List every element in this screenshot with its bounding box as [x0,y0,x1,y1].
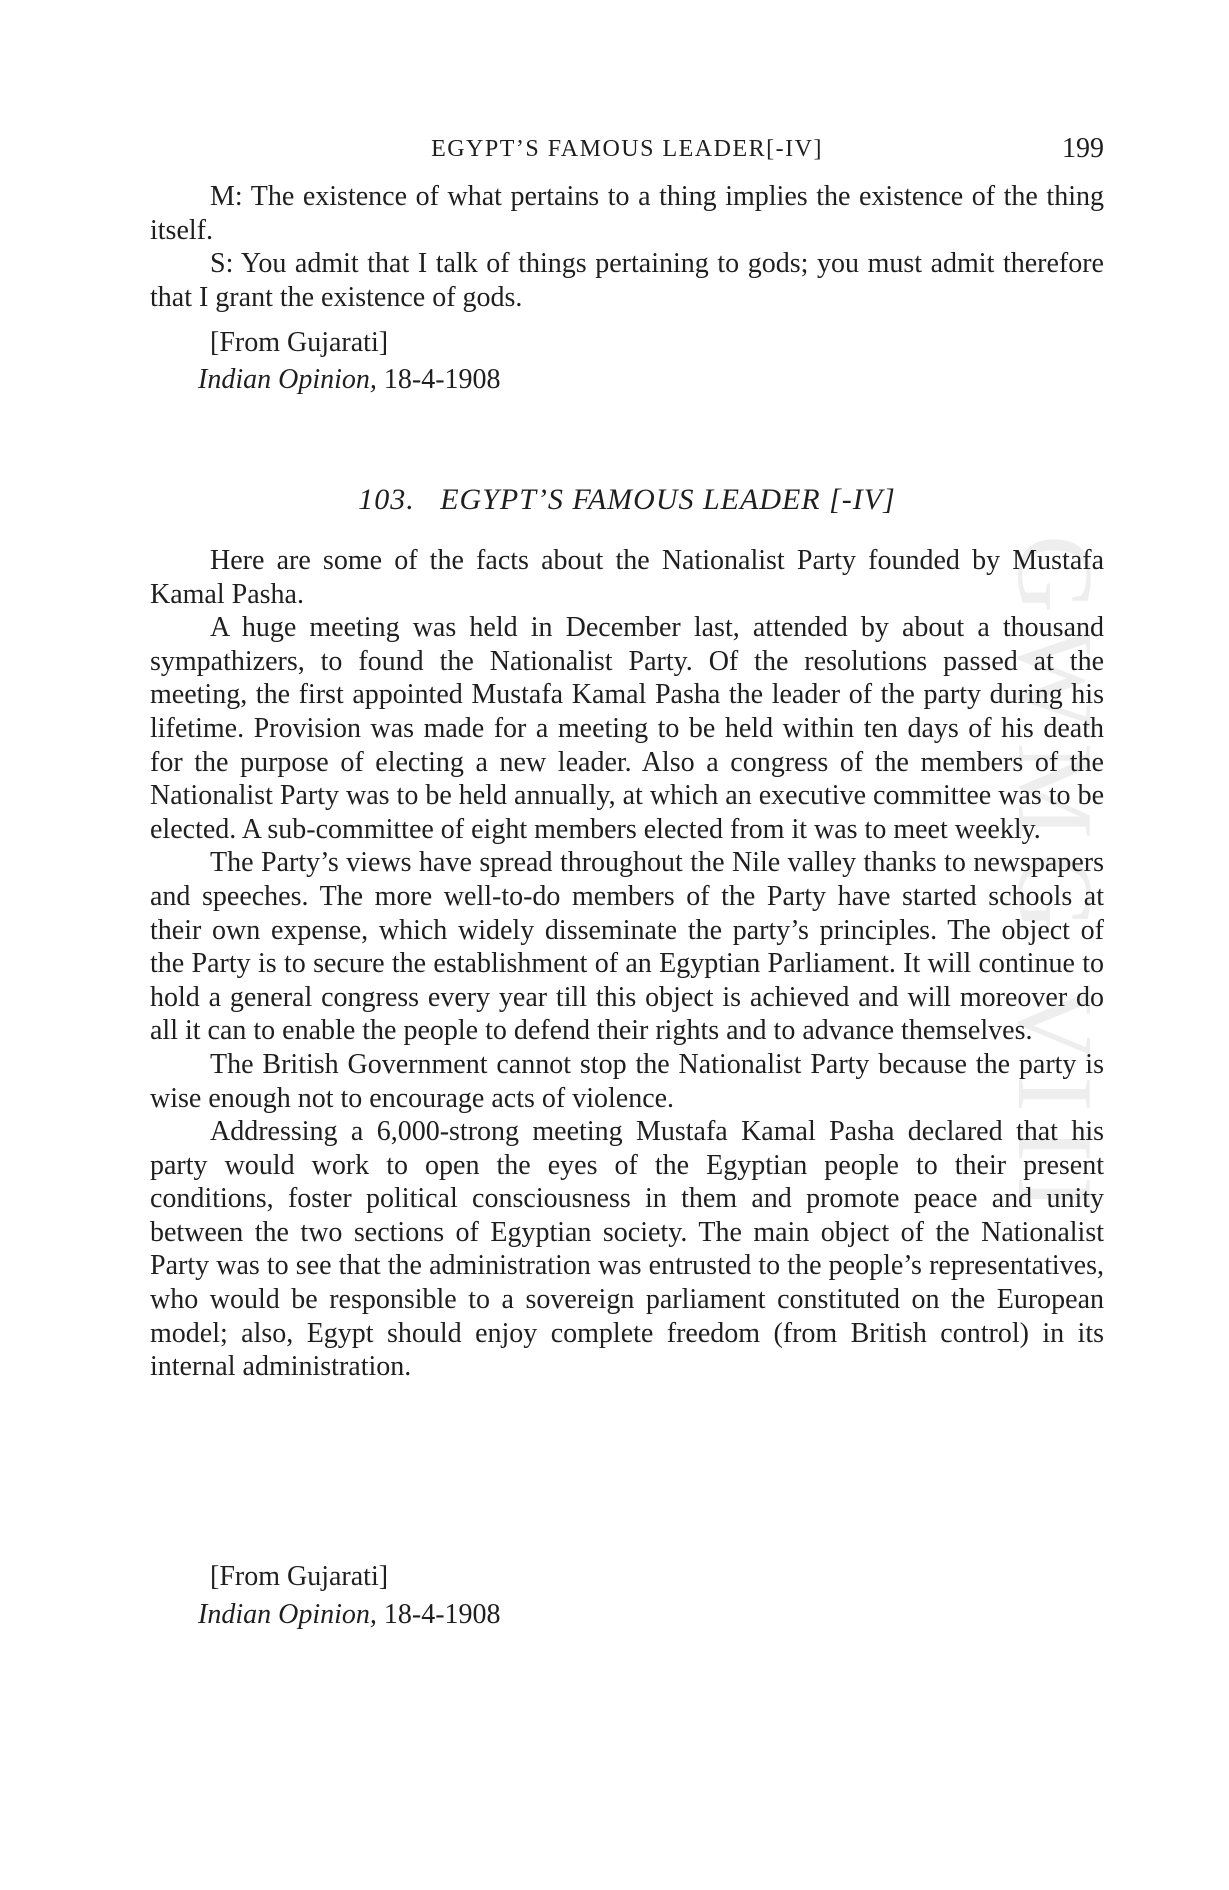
source-label: [From Gujarati] [210,327,389,358]
page-number: 199 [1062,133,1104,164]
publication-date: 18-4-1908 [383,1599,501,1630]
body-paragraph: Addressing a 6,000-strong meeting Mustafa Kamal Pasha declared that his party would work to open the eyes of the Egyptian people to their present conditions, foster political consciousness in them and promote peace and unity between the two sections of Egyptian society. The main object of the Nationalist Party was to see that the administration was entrusted to the people’s representatives, who would be responsible to a sovereign parliament constituted on the European model; also, Egypt should enjoy complete freedom (from British control) in its internal administration. [150,1116,1104,1383]
document-title: EGYPT’S FAMOUS LEADER [-IV] [440,483,896,516]
dialogue-paragraph: M: The existence of what pertains to a thing implies the existence of the thing itself. [150,181,1104,246]
publication-name: Indian Opinion, [198,1599,377,1630]
document-heading [150,482,1104,518]
running-head [150,132,1104,166]
source-citation [198,1598,501,1632]
document-body [150,544,1104,1384]
body-paragraph: Here are some of the facts about the Nationalist Party founded by Mustafa Kamal Pasha. [150,545,1104,610]
previous-item-text [150,180,1104,314]
publication-name: Indian Opinion, [198,364,377,395]
document-number: 103. [358,483,415,516]
dialogue-paragraph: S: You admit that I talk of things pertaining to gods; you must admit therefore that I grant the existence of gods. [150,248,1104,313]
running-title: EGYPT’S FAMOUS LEADER[-IV] [431,136,823,162]
body-paragraph: The Party’s views have spread throughout the Nile valley thanks to newspapers and speeches. The more well-to-do members of the Party have started schools at their own expense, which widely disseminate the party’s principles. The object of the Party is to secure the establishment of an Egyptian Parliament. It will continue to hold a general congress every year till this object is achieved and will moreover do all it can to enable the people to defend their rights and to advance themselves. [150,847,1104,1047]
publication-date: 18-4-1908 [383,364,501,395]
source-label: [From Gujarati] [210,1561,389,1592]
body-paragraph: The British Government cannot stop the Nationalist Party because the party is wise enough not to encourage acts of violence. [150,1048,1104,1114]
body-paragraph: A huge meeting was held in December last, attended by about a thousand sympathizers, to found the Nationalist Party. Of the resolutions passed at the meeting, the first appointed Mustafa Kamal Pasha the leader of the party during his lifetime. Provision was made for a meeting to be held within ten days of his death for the purpose of electing a new leader. Also a congress of the members of the Nationalist Party was to be held annually, at which an executive committee was to be elected. A sub-committee of eight members elected from it was to meet weekly. [150,612,1104,845]
watermark: GWMG VIII [995,535,1114,1226]
source-citation [198,363,501,397]
